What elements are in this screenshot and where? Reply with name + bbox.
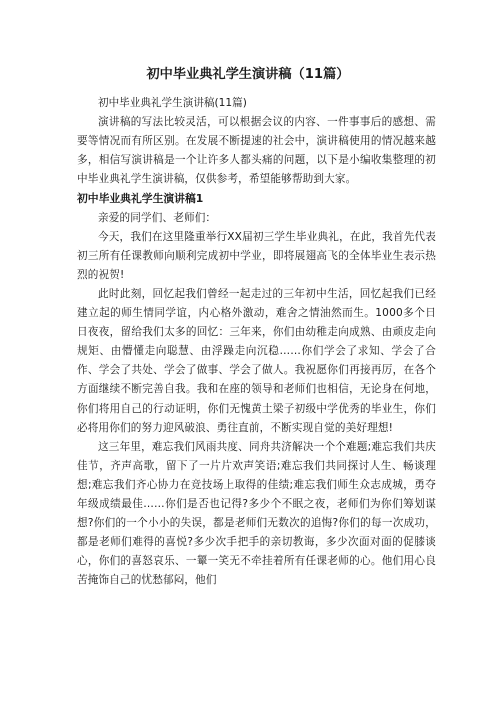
- intro-paragraph: 演讲稿的写法比较灵活，可以根据会议的内容、一件事事后的感想、需要等情况而有所区别。在发展不断提速的社会中，演讲稿使用的情况越来越多，相信写演讲稿是一个让许多人都头痛的问题，以下是小编收集整理的初中毕业典礼学生演讲稿，仅供参考，希望能够帮助到大家。: [77, 116, 436, 186]
- section-heading: 初中毕业典礼学生演讲稿1: [77, 192, 204, 206]
- body-paragraph: 今天，我们在这里隆重举行XX届初三学生毕业典礼，在此，我首先代表初三所有任课教师向顺利完成初中学业，即将展翅高飞的全体毕业生表示热烈的祝贺!: [77, 230, 436, 281]
- intro-heading: 初中毕业典礼学生演讲稿(11篇): [98, 97, 247, 109]
- document-title: 初中毕业典礼学生演讲稿（11篇）: [146, 67, 350, 82]
- body-paragraph: 此时此刻，回忆起我们曾经一起走过的三年初中生活，回忆起我们已经建立起的师生情同学谊，内心格外激动，难舍之情油然而生。1000多个日日夜夜，留给我们太多的回忆：三年来，你们由幼稚走向成熟、由顽皮走向规矩、由懵懂走向聪慧、由浮躁走向沉稳……你们学会了求知、学会了合作、学会了共处、学会了做事、学会了做人。我祝愿你们再接再厉，在各个方面继续不断完善自我。我和在座的领导和老师们也相信，无论身在何地，你们将用自己的行动证明，你们无愧黄土梁子初级中学优秀的毕业生，你们必将用你们的努力迎风破浪、勇往直前，不断实现自觉的美好理想!: [77, 287, 436, 434]
- body-paragraph: 这三年里，难忘我们风雨共度、同舟共济解决一个个难题;难忘我们共庆佳节，齐声高歌，留下了一片片欢声笑语;难忘我们共同探讨人生、畅谈理想;难忘我们齐心协力在竞技场上取得的佳绩;难忘我们师生众志成城，勇夺年级成绩最佳……你们是否也记得?多少个不眠之夜，老师们为你们筹划谋想?你们的一个小小的失误，都是老师们无数次的追悔?你们的每一次成功，都是老师们难得的喜悦?多少次手把手的亲切教诲，多少次面对面的促膝谈心，你们的喜怒哀乐、一颦一笑无不牵挂着所有任课老师的心。他们用心良苦掩饰自己的忧愁郁闷，他们: [77, 440, 436, 587]
- greeting-line: 亲爱的同学们、老师们：: [98, 211, 217, 224]
